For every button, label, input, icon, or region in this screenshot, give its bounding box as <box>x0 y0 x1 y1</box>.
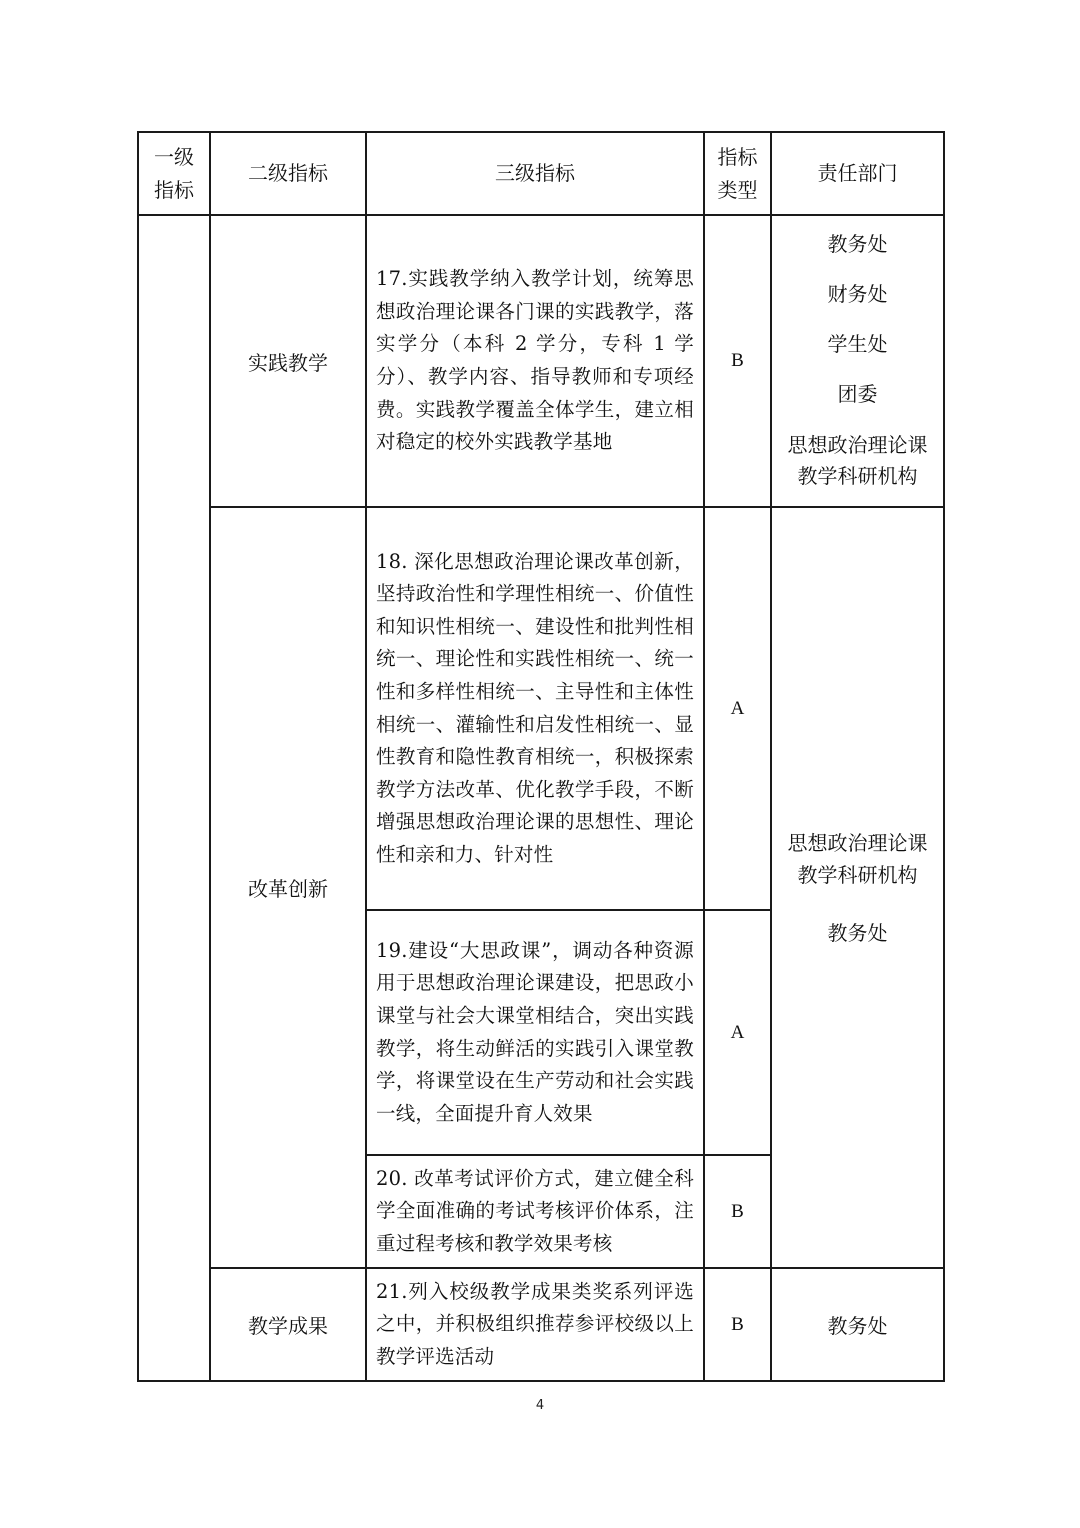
dept-item: 教务处 <box>827 920 888 945</box>
header-level3: 三级指标 <box>366 132 704 215</box>
dept-item: 思想政治理论课 教学科研机构 <box>787 433 928 488</box>
indicator-table <box>137 131 945 1382</box>
dept-item: 思想政治理论课 教学科研机构 <box>787 830 928 887</box>
dept-cell <box>771 1268 944 1381</box>
level2-cell: 实践教学 <box>210 215 366 507</box>
type-cell: B <box>704 1268 771 1381</box>
level2-cell: 教学成果 <box>210 1268 366 1381</box>
table-row <box>138 1268 944 1381</box>
dept-cell <box>771 215 944 507</box>
level3-cell: 18. 深化思想政治理论课改革创新，坚持政治性和学理性相统一、价值性和知识性相统一、建设性和批判性相统一、理论性和实践性相统一、统一性和多样性相统一、主导性和主体性相统一、灌输性和启发性相统一、显性教育和隐性教育相统一，积极探索教学方法改革、优化教学手段，不断增强思想政治理论课的思想性、理论性和亲和力、针对性 <box>366 507 704 910</box>
level3-cell: 19.建设“大思政课”，调动各种资源用于思想政治理论课建设，把思政小课堂与社会大课堂相结合，突出实践教学，将生动鲜活的实践引入课堂教学，将课堂设在生产劳动和社会实践一线，全面提升育人效果 <box>366 910 704 1155</box>
level3-cell: 20. 改革考试评价方式，建立健全科学全面准确的考试考核评价体系，注重过程考核和教学效果考核 <box>366 1155 704 1268</box>
dept-item: 团委 <box>837 382 878 406</box>
level1-cell <box>138 215 210 1381</box>
header-type: 指标 类型 <box>704 132 771 215</box>
level2-cell: 改革创新 <box>210 507 366 1268</box>
type-cell: B <box>704 215 771 507</box>
dept-cell <box>771 507 944 1268</box>
level3-cell: 21.列入校级教学成果类奖系列评选之中，并积极组织推荐参评校级以上教学评选活动 <box>366 1268 704 1381</box>
dept-item: 财务处 <box>827 282 888 306</box>
table-row <box>138 215 944 507</box>
level3-cell: 17.实践教学纳入教学计划，统筹思想政治理论课各门课的实践教学，落实学分（本科 2 学分，专科 1 学分）、教学内容、指导教师和专项经费。实践教学覆盖全体学生，建立相对稳定的校外实践教学基地 <box>366 215 704 507</box>
type-cell: B <box>704 1155 771 1268</box>
dept-item: 学生处 <box>827 332 888 356</box>
type-cell: A <box>704 910 771 1155</box>
header-level1: 一级 指标 <box>138 132 210 215</box>
header-row <box>138 132 944 215</box>
dept-item: 教务处 <box>827 232 888 256</box>
type-cell: A <box>704 507 771 910</box>
page-number: 4 <box>535 1398 545 1413</box>
header-dept: 责任部门 <box>771 132 944 215</box>
header-level2: 二级指标 <box>210 132 366 215</box>
dept-item: 教务处 <box>827 1314 888 1338</box>
table-row <box>138 507 944 910</box>
